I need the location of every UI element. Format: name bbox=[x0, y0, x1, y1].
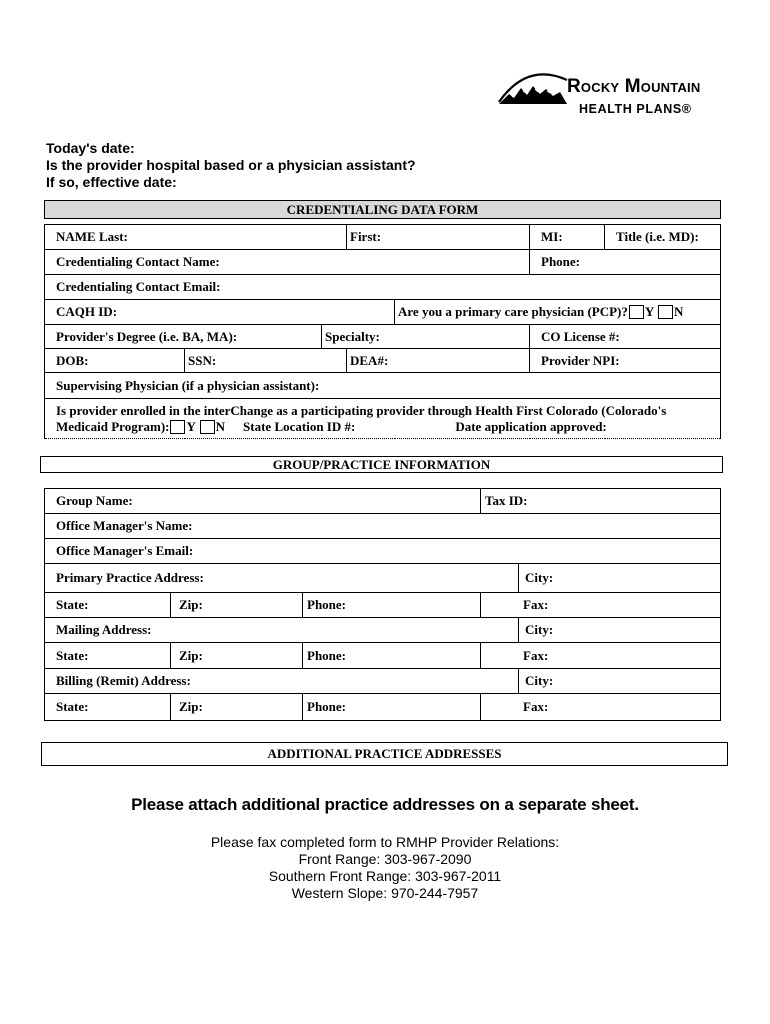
contact-phone-field[interactable]: Phone: bbox=[530, 250, 721, 275]
mi-field[interactable]: MI: bbox=[530, 225, 605, 250]
degree-field[interactable]: Provider's Degree (i.e. BA, MA): bbox=[45, 325, 322, 349]
mailing-zip-field[interactable]: Zip: bbox=[171, 643, 303, 669]
contact-email-field[interactable]: Credentialing Contact Email: bbox=[45, 275, 721, 300]
dob-field[interactable]: DOB: bbox=[45, 349, 185, 373]
primary-state-field[interactable]: State: bbox=[45, 593, 171, 618]
ssn-field[interactable]: SSN: bbox=[185, 349, 347, 373]
fax-western-slope: Western Slope: 970-244-7957 bbox=[291, 885, 479, 901]
effective-date-label: If so, effective date: bbox=[46, 174, 177, 190]
title-field[interactable]: Title (i.e. MD): bbox=[605, 225, 721, 250]
mailing-phone-field[interactable]: Phone: bbox=[303, 643, 481, 669]
fax-front-range: Front Range: 303-967-2090 bbox=[298, 851, 472, 867]
interchange-answer-row bbox=[56, 419, 720, 435]
name-last-field[interactable]: NAME Last: bbox=[45, 225, 347, 250]
date-approved-field[interactable]: Date application approved: bbox=[455, 418, 607, 434]
attach-notice: Please attach additional practice addresses on a separate sheet. bbox=[131, 795, 639, 814]
interchange-no-checkbox[interactable] bbox=[200, 420, 215, 434]
todays-date-label: Today's date: bbox=[46, 140, 135, 156]
supervising-physician-field[interactable]: Supervising Physician (if a physician assistant): bbox=[45, 373, 721, 399]
primary-zip-field[interactable]: Zip: bbox=[171, 593, 303, 618]
hospital-question-label: Is the provider hospital based or a physician assistant? bbox=[46, 157, 416, 173]
primary-city-field[interactable]: City: bbox=[519, 564, 721, 593]
office-manager-name-field[interactable]: Office Manager's Name: bbox=[45, 514, 721, 539]
pcp-yes-label: Y bbox=[644, 304, 654, 319]
pcp-no-label: N bbox=[674, 304, 684, 319]
primary-phone-field[interactable]: Phone: bbox=[303, 593, 481, 618]
credentialing-section-title: CREDENTIALING DATA FORM bbox=[44, 200, 721, 219]
pcp-yes-checkbox[interactable] bbox=[629, 305, 644, 319]
logo-line1: Rocky Mountain bbox=[567, 76, 701, 97]
medicaid-program-label: Medicaid Program): bbox=[56, 418, 170, 434]
logo-line2: HEALTH PLANS® bbox=[579, 102, 692, 116]
billing-fax-field[interactable]: Fax: bbox=[481, 694, 721, 721]
pcp-no-checkbox[interactable] bbox=[658, 305, 673, 319]
specialty-field[interactable]: Specialty: bbox=[322, 325, 530, 349]
company-logo bbox=[497, 66, 727, 122]
dea-field[interactable]: DEA#: bbox=[347, 349, 530, 373]
interchange-yes-checkbox[interactable] bbox=[170, 420, 185, 434]
primary-address-field[interactable]: Primary Practice Address: bbox=[45, 564, 519, 593]
billing-address-field[interactable]: Billing (Remit) Address: bbox=[45, 669, 519, 694]
additional-addresses-title: ADDITIONAL PRACTICE ADDRESSES bbox=[41, 742, 728, 766]
mountain-logo-icon bbox=[497, 68, 569, 108]
fax-southern-front-range: Southern Front Range: 303-967-2011 bbox=[268, 868, 502, 884]
tax-id-field[interactable]: Tax ID: bbox=[481, 489, 721, 514]
first-name-field[interactable]: First: bbox=[347, 225, 530, 250]
pcp-question-label: Are you a primary care physician (PCP)? bbox=[398, 304, 628, 319]
state-location-id-field[interactable]: State Location ID #: bbox=[243, 418, 356, 434]
interchange-enrollment bbox=[45, 399, 721, 439]
npi-field[interactable]: Provider NPI: bbox=[530, 349, 721, 373]
interchange-question: Is provider enrolled in the interChange as a participating provider through Health First Colorado (Colorado's bbox=[56, 402, 667, 418]
mailing-state-field[interactable]: State: bbox=[45, 643, 171, 669]
mailing-fax-field[interactable]: Fax: bbox=[481, 643, 721, 669]
fax-instructions: Please fax completed form to RMHP Provider Relations: bbox=[210, 834, 560, 850]
mailing-address-field[interactable]: Mailing Address: bbox=[45, 618, 519, 643]
credentialing-table bbox=[44, 224, 721, 439]
billing-state-field[interactable]: State: bbox=[45, 694, 171, 721]
group-section-title: GROUP/PRACTICE INFORMATION bbox=[40, 456, 723, 473]
interchange-no-label: N bbox=[215, 418, 226, 434]
co-license-field[interactable]: CO License #: bbox=[530, 325, 721, 349]
billing-city-field[interactable]: City: bbox=[519, 669, 721, 694]
mailing-city-field[interactable]: City: bbox=[519, 618, 721, 643]
caqh-id-field[interactable]: CAQH ID: bbox=[45, 300, 395, 325]
billing-zip-field[interactable]: Zip: bbox=[171, 694, 303, 721]
interchange-yes-label: Y bbox=[186, 418, 196, 434]
group-name-field[interactable]: Group Name: bbox=[45, 489, 481, 514]
primary-fax-field[interactable]: Fax: bbox=[481, 593, 721, 618]
office-manager-email-field[interactable]: Office Manager's Email: bbox=[45, 539, 721, 564]
billing-phone-field[interactable]: Phone: bbox=[303, 694, 481, 721]
pcp-question bbox=[395, 300, 721, 325]
contact-name-field[interactable]: Credentialing Contact Name: bbox=[45, 250, 530, 275]
group-practice-table bbox=[44, 488, 721, 721]
